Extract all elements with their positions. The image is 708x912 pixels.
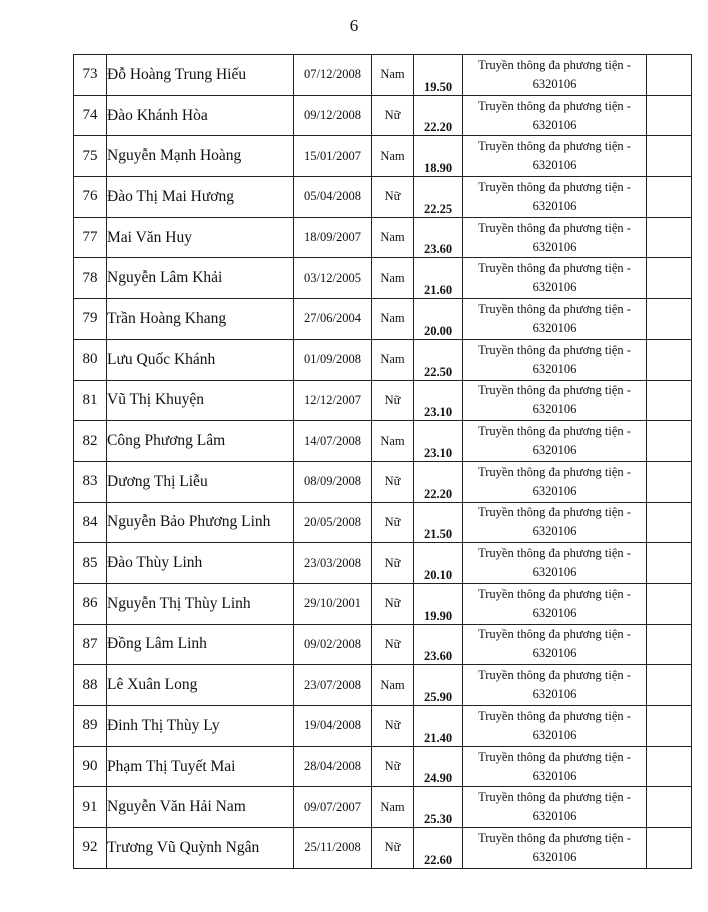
major-cell bbox=[463, 746, 647, 787]
student-name-cell: Đinh Thị Thùy Ly bbox=[107, 706, 294, 747]
note-cell bbox=[647, 339, 692, 380]
note-cell bbox=[647, 543, 692, 584]
gender-cell: Nam bbox=[372, 787, 414, 828]
major-cell bbox=[463, 177, 647, 218]
row-number-cell: 81 bbox=[74, 380, 107, 421]
score-cell: 23.10 bbox=[414, 421, 463, 462]
table-row bbox=[74, 624, 692, 665]
major-name-line: Truyền thông đa phương tiện - bbox=[478, 668, 631, 683]
student-roster-table bbox=[73, 54, 692, 869]
score-cell: 23.10 bbox=[414, 380, 463, 421]
birth-date-cell: 09/07/2007 bbox=[294, 787, 372, 828]
note-cell bbox=[647, 299, 692, 340]
note-cell bbox=[647, 665, 692, 706]
major-code-line: 6320106 bbox=[532, 117, 577, 132]
table-row bbox=[74, 299, 692, 340]
major-cell bbox=[463, 339, 647, 380]
gender-cell: Nam bbox=[372, 339, 414, 380]
major-code-line: 6320106 bbox=[532, 524, 577, 539]
score-cell: 23.60 bbox=[414, 624, 463, 665]
birth-date-cell: 23/03/2008 bbox=[294, 543, 372, 584]
gender-cell: Nữ bbox=[372, 706, 414, 747]
student-name-cell: Vũ Thị Khuyện bbox=[107, 380, 294, 421]
student-name-cell: Đào Thùy Linh bbox=[107, 543, 294, 584]
gender-cell: Nữ bbox=[372, 583, 414, 624]
note-cell bbox=[647, 706, 692, 747]
major-cell bbox=[463, 421, 647, 462]
birth-date-cell: 09/12/2008 bbox=[294, 95, 372, 136]
birth-date-cell: 27/06/2004 bbox=[294, 299, 372, 340]
note-cell bbox=[647, 787, 692, 828]
row-number-cell: 83 bbox=[74, 461, 107, 502]
major-name-line: Truyền thông đa phương tiện - bbox=[478, 464, 631, 479]
note-cell bbox=[647, 746, 692, 787]
major-cell bbox=[463, 706, 647, 747]
major-cell bbox=[463, 828, 647, 869]
row-number-cell: 92 bbox=[74, 828, 107, 869]
major-code-line: 6320106 bbox=[532, 768, 577, 783]
major-code-line: 6320106 bbox=[532, 320, 577, 335]
major-name-line: Truyền thông đa phương tiện - bbox=[478, 830, 631, 845]
gender-cell: Nam bbox=[372, 136, 414, 177]
table-row bbox=[74, 502, 692, 543]
major-code-line: 6320106 bbox=[532, 565, 577, 580]
score-cell: 20.00 bbox=[414, 299, 463, 340]
student-name-cell: Nguyễn Thị Thùy Linh bbox=[107, 583, 294, 624]
student-name-cell: Lê Xuân Long bbox=[107, 665, 294, 706]
birth-date-cell: 18/09/2007 bbox=[294, 217, 372, 258]
table-row bbox=[74, 787, 692, 828]
roster-body bbox=[74, 55, 692, 869]
major-name-line: Truyền thông đa phương tiện - bbox=[478, 505, 631, 520]
birth-date-cell: 15/01/2007 bbox=[294, 136, 372, 177]
row-number-cell: 86 bbox=[74, 583, 107, 624]
birth-date-cell: 01/09/2008 bbox=[294, 339, 372, 380]
student-name-cell: Đào Thị Mai Hương bbox=[107, 177, 294, 218]
major-name-line: Truyền thông đa phương tiện - bbox=[478, 139, 631, 154]
major-name-line: Truyền thông đa phương tiện - bbox=[478, 546, 631, 561]
score-cell: 22.60 bbox=[414, 828, 463, 869]
major-cell bbox=[463, 583, 647, 624]
row-number-cell: 82 bbox=[74, 421, 107, 462]
student-name-cell: Nguyễn Văn Hải Nam bbox=[107, 787, 294, 828]
student-name-cell: Trương Vũ Quỳnh Ngân bbox=[107, 828, 294, 869]
table-row bbox=[74, 421, 692, 462]
birth-date-cell: 25/11/2008 bbox=[294, 828, 372, 869]
gender-cell: Nữ bbox=[372, 380, 414, 421]
table-row bbox=[74, 258, 692, 299]
major-code-line: 6320106 bbox=[532, 239, 577, 254]
major-name-line: Truyền thông đa phương tiện - bbox=[478, 586, 631, 601]
student-name-cell: Lưu Quốc Khánh bbox=[107, 339, 294, 380]
birth-date-cell: 03/12/2005 bbox=[294, 258, 372, 299]
row-number-cell: 90 bbox=[74, 746, 107, 787]
note-cell bbox=[647, 136, 692, 177]
student-name-cell: Công Phương Lâm bbox=[107, 421, 294, 462]
major-name-line: Truyền thông đa phương tiện - bbox=[478, 179, 631, 194]
major-code-line: 6320106 bbox=[532, 849, 577, 864]
note-cell bbox=[647, 55, 692, 96]
major-name-line: Truyền thông đa phương tiện - bbox=[478, 383, 631, 398]
note-cell bbox=[647, 258, 692, 299]
birth-date-cell: 05/04/2008 bbox=[294, 177, 372, 218]
score-cell: 18.90 bbox=[414, 136, 463, 177]
major-name-line: Truyền thông đa phương tiện - bbox=[478, 790, 631, 805]
major-code-line: 6320106 bbox=[532, 361, 577, 376]
major-name-line: Truyền thông đa phương tiện - bbox=[478, 424, 631, 439]
major-name-line: Truyền thông đa phương tiện - bbox=[478, 57, 631, 72]
major-code-line: 6320106 bbox=[532, 687, 577, 702]
major-cell bbox=[463, 136, 647, 177]
table-row bbox=[74, 828, 692, 869]
table-row bbox=[74, 339, 692, 380]
birth-date-cell: 14/07/2008 bbox=[294, 421, 372, 462]
table-row bbox=[74, 136, 692, 177]
birth-date-cell: 07/12/2008 bbox=[294, 55, 372, 96]
major-cell bbox=[463, 461, 647, 502]
table-row bbox=[74, 177, 692, 218]
major-cell bbox=[463, 380, 647, 421]
gender-cell: Nam bbox=[372, 55, 414, 96]
major-code-line: 6320106 bbox=[532, 605, 577, 620]
gender-cell: Nam bbox=[372, 299, 414, 340]
row-number-cell: 88 bbox=[74, 665, 107, 706]
student-name-cell: Trần Hoàng Khang bbox=[107, 299, 294, 340]
major-cell bbox=[463, 502, 647, 543]
row-number-cell: 75 bbox=[74, 136, 107, 177]
major-cell bbox=[463, 787, 647, 828]
student-name-cell: Nguyễn Mạnh Hoàng bbox=[107, 136, 294, 177]
gender-cell: Nam bbox=[372, 421, 414, 462]
score-cell: 21.50 bbox=[414, 502, 463, 543]
student-name-cell: Đào Khánh Hòa bbox=[107, 95, 294, 136]
major-cell bbox=[463, 217, 647, 258]
table-row bbox=[74, 583, 692, 624]
score-cell: 19.90 bbox=[414, 583, 463, 624]
major-name-line: Truyền thông đa phương tiện - bbox=[478, 749, 631, 764]
gender-cell: Nữ bbox=[372, 543, 414, 584]
table-row bbox=[74, 55, 692, 96]
table-row bbox=[74, 95, 692, 136]
row-number-cell: 76 bbox=[74, 177, 107, 218]
note-cell bbox=[647, 177, 692, 218]
birth-date-cell: 20/05/2008 bbox=[294, 502, 372, 543]
table-row bbox=[74, 461, 692, 502]
birth-date-cell: 28/04/2008 bbox=[294, 746, 372, 787]
major-name-line: Truyền thông đa phương tiện - bbox=[478, 261, 631, 276]
student-name-cell: Dương Thị Liễu bbox=[107, 461, 294, 502]
row-number-cell: 78 bbox=[74, 258, 107, 299]
score-cell: 22.50 bbox=[414, 339, 463, 380]
row-number-cell: 74 bbox=[74, 95, 107, 136]
note-cell bbox=[647, 421, 692, 462]
major-cell bbox=[463, 543, 647, 584]
student-name-cell: Đồng Lâm Linh bbox=[107, 624, 294, 665]
row-number-cell: 84 bbox=[74, 502, 107, 543]
score-cell: 22.25 bbox=[414, 177, 463, 218]
major-code-line: 6320106 bbox=[532, 76, 577, 91]
score-cell: 22.20 bbox=[414, 461, 463, 502]
note-cell bbox=[647, 624, 692, 665]
major-name-line: Truyền thông đa phương tiện - bbox=[478, 627, 631, 642]
major-name-line: Truyền thông đa phương tiện - bbox=[478, 342, 631, 357]
table-row bbox=[74, 543, 692, 584]
gender-cell: Nam bbox=[372, 217, 414, 258]
student-name-cell: Phạm Thị Tuyết Mai bbox=[107, 746, 294, 787]
row-number-cell: 79 bbox=[74, 299, 107, 340]
row-number-cell: 85 bbox=[74, 543, 107, 584]
note-cell bbox=[647, 95, 692, 136]
birth-date-cell: 12/12/2007 bbox=[294, 380, 372, 421]
score-cell: 24.90 bbox=[414, 746, 463, 787]
major-cell bbox=[463, 258, 647, 299]
major-code-line: 6320106 bbox=[532, 727, 577, 742]
gender-cell: Nữ bbox=[372, 95, 414, 136]
note-cell bbox=[647, 461, 692, 502]
major-cell bbox=[463, 624, 647, 665]
major-cell bbox=[463, 665, 647, 706]
major-code-line: 6320106 bbox=[532, 198, 577, 213]
birth-date-cell: 23/07/2008 bbox=[294, 665, 372, 706]
birth-date-cell: 19/04/2008 bbox=[294, 706, 372, 747]
score-cell: 23.60 bbox=[414, 217, 463, 258]
note-cell bbox=[647, 217, 692, 258]
table-row bbox=[74, 746, 692, 787]
row-number-cell: 77 bbox=[74, 217, 107, 258]
note-cell bbox=[647, 502, 692, 543]
row-number-cell: 91 bbox=[74, 787, 107, 828]
birth-date-cell: 09/02/2008 bbox=[294, 624, 372, 665]
gender-cell: Nữ bbox=[372, 461, 414, 502]
gender-cell: Nữ bbox=[372, 828, 414, 869]
major-code-line: 6320106 bbox=[532, 402, 577, 417]
note-cell bbox=[647, 828, 692, 869]
page-number: 6 bbox=[349, 16, 359, 35]
student-name-cell: Nguyễn Lâm Khải bbox=[107, 258, 294, 299]
score-cell: 25.90 bbox=[414, 665, 463, 706]
gender-cell: Nam bbox=[372, 258, 414, 299]
table-row bbox=[74, 706, 692, 747]
major-cell bbox=[463, 95, 647, 136]
note-cell bbox=[647, 380, 692, 421]
major-name-line: Truyền thông đa phương tiện - bbox=[478, 98, 631, 113]
major-name-line: Truyền thông đa phương tiện - bbox=[478, 301, 631, 316]
note-cell bbox=[647, 583, 692, 624]
major-code-line: 6320106 bbox=[532, 280, 577, 295]
major-code-line: 6320106 bbox=[532, 483, 577, 498]
gender-cell: Nam bbox=[372, 665, 414, 706]
score-cell: 21.40 bbox=[414, 706, 463, 747]
score-cell: 25.30 bbox=[414, 787, 463, 828]
gender-cell: Nữ bbox=[372, 746, 414, 787]
birth-date-cell: 29/10/2001 bbox=[294, 583, 372, 624]
student-name-cell: Nguyễn Bảo Phương Linh bbox=[107, 502, 294, 543]
score-cell: 21.60 bbox=[414, 258, 463, 299]
birth-date-cell: 08/09/2008 bbox=[294, 461, 372, 502]
gender-cell: Nữ bbox=[372, 177, 414, 218]
table-row bbox=[74, 217, 692, 258]
major-code-line: 6320106 bbox=[532, 158, 577, 173]
score-cell: 20.10 bbox=[414, 543, 463, 584]
gender-cell: Nữ bbox=[372, 502, 414, 543]
table-row bbox=[74, 380, 692, 421]
row-number-cell: 89 bbox=[74, 706, 107, 747]
score-cell: 19.50 bbox=[414, 55, 463, 96]
major-cell bbox=[463, 55, 647, 96]
major-code-line: 6320106 bbox=[532, 646, 577, 661]
major-name-line: Truyền thông đa phương tiện - bbox=[478, 708, 631, 723]
major-name-line: Truyền thông đa phương tiện - bbox=[478, 220, 631, 235]
row-number-cell: 87 bbox=[74, 624, 107, 665]
table-row bbox=[74, 665, 692, 706]
row-number-cell: 73 bbox=[74, 55, 107, 96]
row-number-cell: 80 bbox=[74, 339, 107, 380]
major-code-line: 6320106 bbox=[532, 809, 577, 824]
major-code-line: 6320106 bbox=[532, 443, 577, 458]
gender-cell: Nữ bbox=[372, 624, 414, 665]
score-cell: 22.20 bbox=[414, 95, 463, 136]
student-name-cell: Mai Văn Huy bbox=[107, 217, 294, 258]
major-cell bbox=[463, 299, 647, 340]
student-name-cell: Đỗ Hoàng Trung Hiếu bbox=[107, 55, 294, 96]
